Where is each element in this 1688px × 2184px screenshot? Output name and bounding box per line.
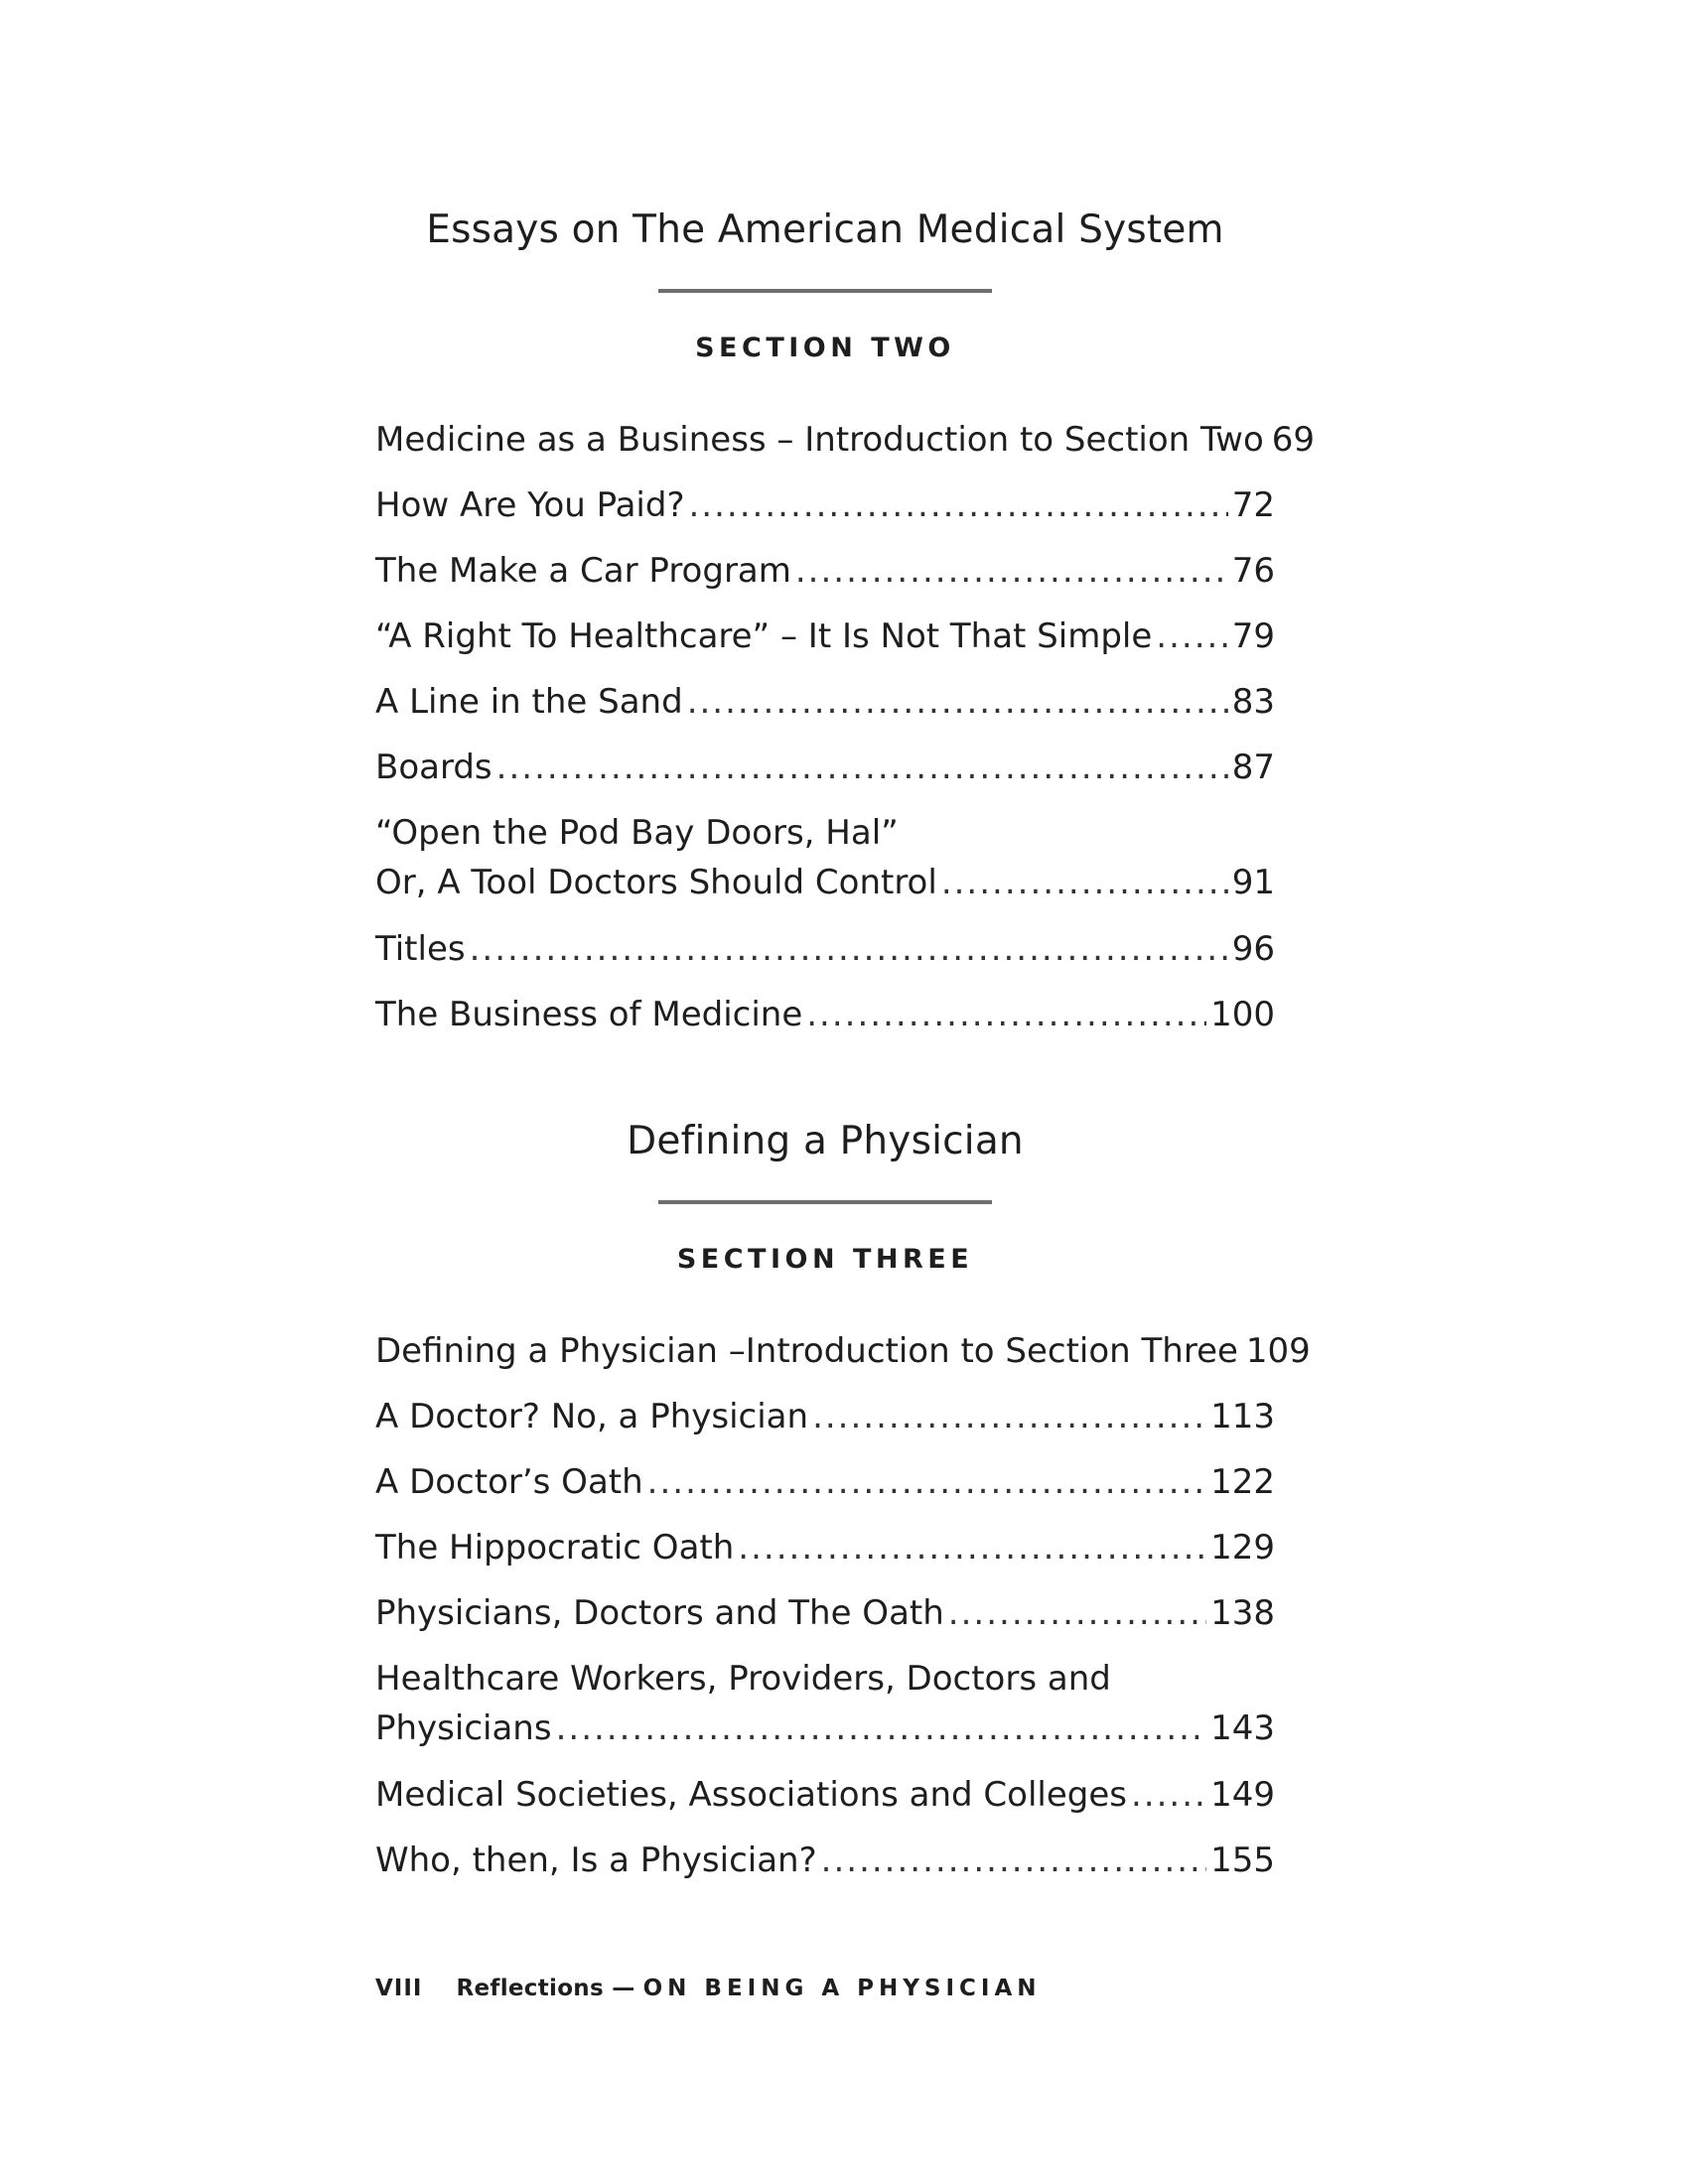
toc-entry-page: 76 <box>1231 551 1275 591</box>
toc-entry-title: Boards <box>375 748 492 787</box>
dot-leader <box>496 743 1228 792</box>
toc-entry-page: 96 <box>1231 929 1275 969</box>
toc-entry-page: 129 <box>1210 1528 1275 1568</box>
dot-leader <box>738 1523 1206 1572</box>
toc-entry-title: A Doctor’s Oath <box>375 1462 643 1502</box>
toc-entry-title: Titles <box>375 929 466 969</box>
toc-entry[interactable] <box>375 808 1275 924</box>
toc-entry-title: Medical Societies, Associations and Colleges <box>375 1775 1127 1815</box>
toc-entry-page: 113 <box>1210 1397 1275 1436</box>
section-three-toc-list <box>375 1326 1311 1901</box>
dot-leader <box>647 1457 1206 1507</box>
toc-entry-page: 79 <box>1231 616 1275 656</box>
toc-entry-page: 122 <box>1210 1462 1275 1502</box>
toc-entry-title: The Make a Car Program <box>375 551 791 591</box>
toc-entry-page: 155 <box>1210 1841 1275 1880</box>
toc-entry[interactable] <box>375 1654 1275 1770</box>
toc-entry-title: A Doctor? No, a Physician <box>375 1397 809 1436</box>
running-subtitle: ON BEING A PHYSICIAN <box>642 1976 1042 2001</box>
toc-entry-title-line1: “Open the Pod Bay Doors, Hal” <box>375 813 899 853</box>
toc-entry[interactable] <box>375 1457 1275 1523</box>
toc-entry[interactable] <box>375 990 1275 1055</box>
toc-entry-title: Defining a Physician –Introduction to Section Three <box>375 1331 1238 1371</box>
toc-entry-title: Who, then, Is a Physician? <box>375 1841 817 1880</box>
toc-entry-title: The Hippocratic Oath <box>375 1528 735 1568</box>
section-two-rule <box>658 289 992 293</box>
toc-entry-page: 138 <box>1210 1593 1275 1633</box>
toc-entry[interactable] <box>375 415 1316 480</box>
section-three-label: SECTION THREE <box>676 1244 974 1275</box>
toc-entry-page: 91 <box>1231 863 1275 902</box>
toc-entry-page: 109 <box>1245 1331 1311 1371</box>
toc-entry[interactable] <box>375 612 1275 677</box>
toc-entry-page: 87 <box>1231 748 1275 787</box>
dot-leader <box>689 480 1228 530</box>
toc-entry[interactable] <box>375 1392 1275 1457</box>
running-title: Reflections — <box>456 1976 635 2001</box>
dot-leader <box>806 990 1206 1039</box>
dot-leader <box>687 677 1228 727</box>
toc-entry[interactable] <box>375 546 1275 612</box>
toc-entry[interactable] <box>375 743 1275 808</box>
toc-entry-title: A Line in the Sand <box>375 682 683 722</box>
dot-leader <box>1156 612 1227 661</box>
toc-entry-page: 100 <box>1210 995 1275 1034</box>
section-two-heading: Essays on The American Medical System <box>426 207 1224 252</box>
toc-entry-title: “A Right To Healthcare” – It Is Not That Simple <box>375 616 1153 656</box>
toc-entry[interactable] <box>375 677 1275 743</box>
section-two-label: SECTION TWO <box>695 333 955 363</box>
dot-leader <box>812 1392 1206 1441</box>
toc-entry-title: Physicians <box>375 1708 552 1748</box>
toc-entry-title: Physicians, Doctors and The Oath <box>375 1593 944 1633</box>
dot-leader <box>1131 1770 1206 1820</box>
section-three-heading: Defining a Physician <box>627 1119 1024 1163</box>
toc-entry-title: Or, A Tool Doctors Should Control <box>375 863 937 902</box>
toc-entry[interactable] <box>375 924 1275 990</box>
dot-leader <box>948 1588 1206 1638</box>
toc-entry[interactable] <box>375 480 1275 546</box>
toc-entry-page: 149 <box>1210 1775 1275 1815</box>
dot-leader <box>821 1836 1206 1885</box>
toc-entry[interactable] <box>375 1836 1275 1901</box>
toc-entry-page: 143 <box>1210 1708 1275 1748</box>
toc-entry-page: 83 <box>1231 682 1275 722</box>
toc-entry-title: The Business of Medicine <box>375 995 803 1034</box>
toc-entry[interactable] <box>375 1770 1275 1836</box>
dot-leader <box>795 546 1228 596</box>
dot-leader <box>556 1704 1207 1753</box>
section-three-rule <box>658 1200 992 1204</box>
dot-leader <box>941 858 1228 907</box>
page-folio: VIII <box>375 1976 423 2001</box>
dot-leader <box>470 924 1228 974</box>
toc-entry[interactable] <box>375 1523 1275 1588</box>
toc-entry-title: How Are You Paid? <box>375 485 685 525</box>
toc-entry-title: Medicine as a Business – Introduction to Section Two <box>375 420 1264 460</box>
toc-entry-page: 69 <box>1271 420 1316 460</box>
page-footer <box>375 1976 1042 2001</box>
toc-entry-page: 72 <box>1231 485 1275 525</box>
toc-entry[interactable] <box>375 1588 1275 1654</box>
toc-entry[interactable] <box>375 1326 1311 1392</box>
toc-entry-title-line1: Healthcare Workers, Providers, Doctors and <box>375 1659 1111 1699</box>
section-two-toc-list <box>375 415 1316 1055</box>
